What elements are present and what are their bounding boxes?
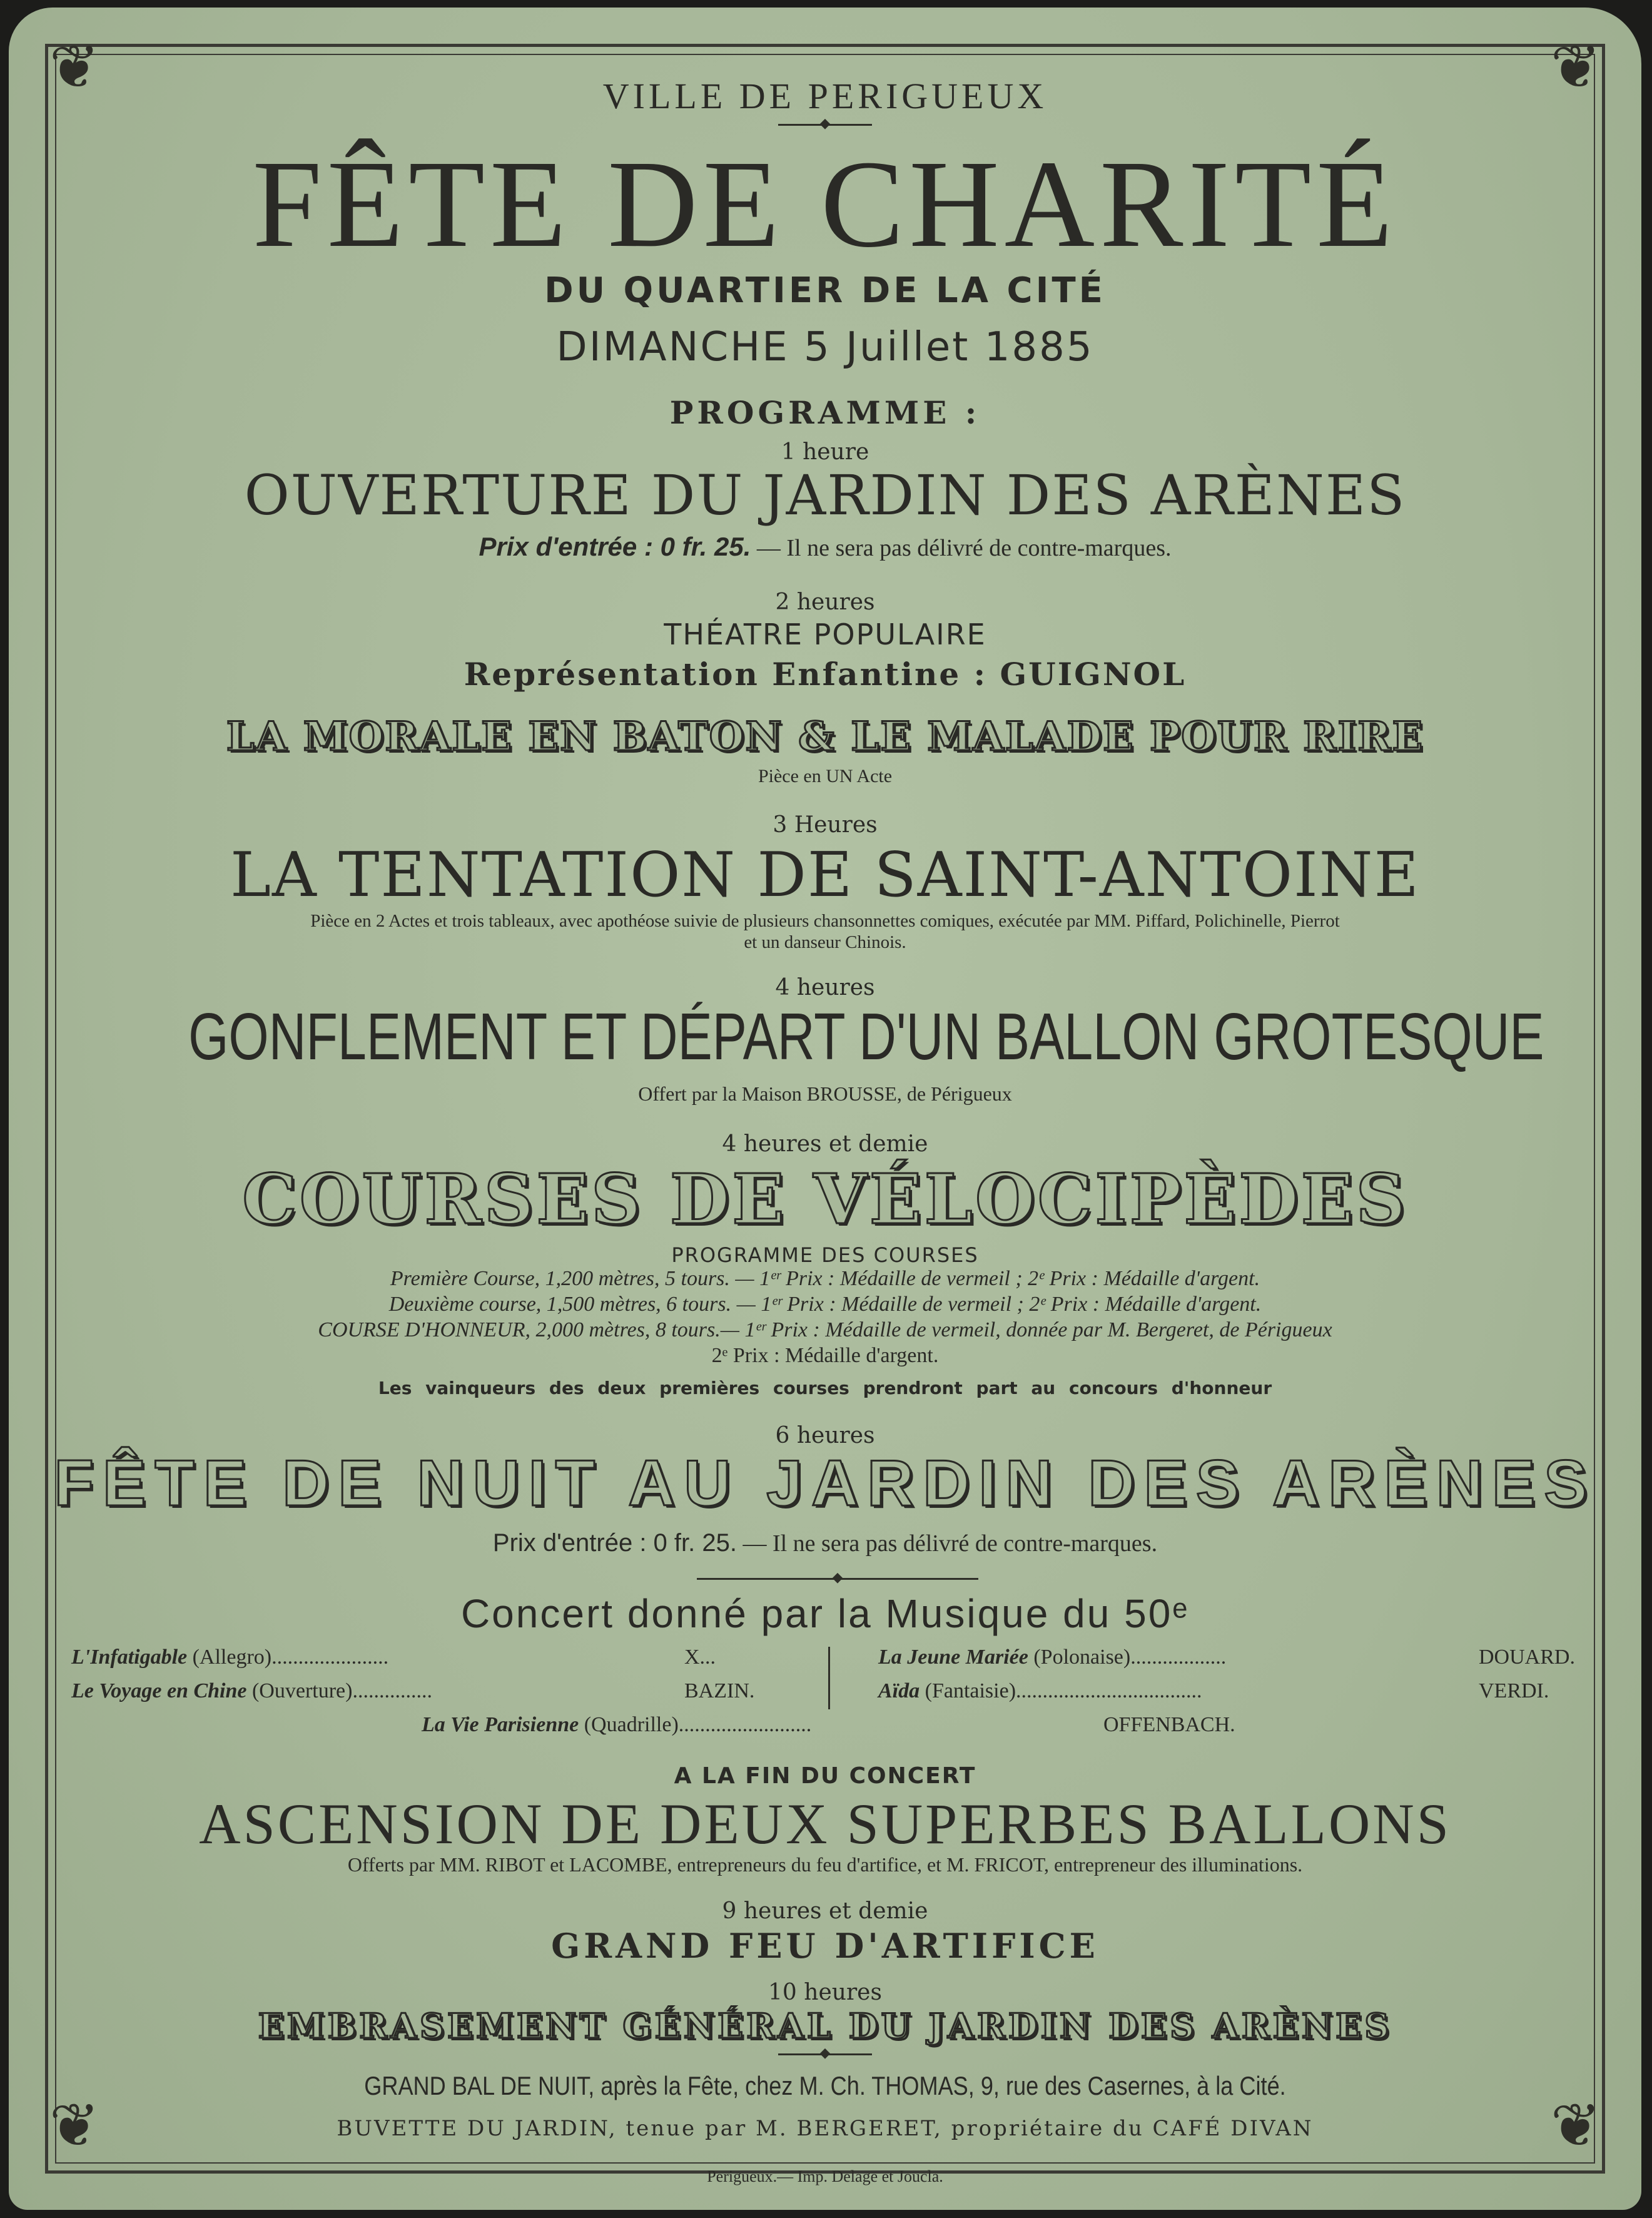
corner-ornament-icon: ❦ (1550, 2090, 1601, 2160)
event-title: ASCENSION DE DEUX SUPERBES BALLONS (199, 1792, 1451, 1856)
city-heading: VILLE DE PERIGUEUX (602, 76, 1048, 116)
corner-ornament-icon: ❦ (49, 32, 100, 102)
event-title: THÉATRE POPULAIRE (664, 618, 986, 651)
piece-composer: X... (684, 1646, 716, 1669)
divider (778, 124, 872, 126)
concert-item (71, 1646, 784, 1669)
event-title: GONFLEMENT ET DÉPART D'UN BALLON GROTESQUE (188, 1000, 1544, 1074)
piece-title: L'Infatigable (71, 1646, 188, 1669)
event-title: EMBRASEMENT GÉNÉRAL DU JARDIN DES ARÈNES (258, 2006, 1392, 2046)
event-time: 9 heures et demie (722, 1898, 928, 1924)
event-time: 1 heure (781, 439, 869, 465)
price-label: Prix d'entrée : 0 fr. 25. (479, 532, 751, 561)
corner-ornament-icon: ❦ (49, 2090, 100, 2160)
event-title: LA TENTATION DE SAINT-ANTOINE (230, 840, 1421, 911)
subtitle: DU QUARTIER DE LA CITÉ (544, 270, 1106, 311)
programme-heading: PROGRAMME : (669, 394, 981, 431)
concert-item (878, 1646, 1585, 1669)
event-time: 4 heures (775, 975, 875, 1000)
piece-kind: (Quadrille)......................... (584, 1713, 812, 1736)
play-title: LA MORALE EN BATON & LE MALADE POUR RIRE (226, 713, 1424, 760)
price-label: Prix d'entrée : 0 fr. 25. (492, 1529, 737, 1557)
column-rule (828, 1647, 830, 1709)
piece-kind: (Fantaisie)................................... (925, 1679, 1202, 1702)
event-note: Offerts par MM. RIBOT et LACOMBE, entrepreneurs du feu d'artifice, et M. FRICOT, entrepreneur des illuminations. (347, 1853, 1303, 1876)
race-line: Première Course, 1,200 mètres, 5 tours. — 1ᵉʳ Prix : Médaille de vermeil ; 2ᵉ Prix : Médaille d'argent. (390, 1267, 1260, 1290)
event-time: 6 heures (775, 1423, 875, 1448)
piece-kind: (Ouverture)............... (251, 1679, 432, 1702)
race-line: 2ᵉ Prix : Médaille d'argent. (711, 1344, 939, 1367)
price-note: — Il ne sera pas délivré de contre-marques. (742, 1530, 1158, 1557)
piece-composer: OFFENBACH. (1103, 1713, 1235, 1736)
piece-title: La Jeune Mariée (878, 1646, 1028, 1669)
piece-kind: (Polonaise).................. (1033, 1646, 1227, 1669)
event-time: 3 Heures (773, 812, 878, 838)
races-heading: PROGRAMME DES COURSES (671, 1243, 979, 1267)
price-line (9, 532, 1641, 562)
event-subtitle: Représentation Enfantine : GUIGNOL (464, 656, 1187, 693)
piece-title: Le Voyage en Chine (71, 1679, 247, 1702)
event-time: 4 heures et demie (722, 1131, 928, 1157)
event-description: et un danseur Chinois. (744, 932, 906, 952)
piece-kind: (Allegro)...................... (192, 1646, 389, 1669)
event-title: FÊTE DE NUIT AU JARDIN DES ARÈNES (54, 1447, 1596, 1520)
event-title: OUVERTURE DU JARDIN DES ARÈNES (244, 463, 1406, 527)
concert-end: A LA FIN DU CONCERT (674, 1763, 976, 1789)
imprint: Perigueux.— Imp. Delage et Joucla. (707, 2167, 943, 2185)
concert-item (422, 1713, 1297, 1737)
poster (9, 8, 1641, 2210)
corner-ornament-icon: ❦ (1550, 32, 1601, 102)
piece-composer: DOUARD. (1479, 1646, 1575, 1669)
event-time: 2 heures (775, 589, 875, 615)
date: DIMANCHE 5 Juillet 1885 (556, 324, 1094, 370)
event-title: GRAND FEU D'ARTIFICE (551, 1926, 1099, 1966)
races-note: Les vainqueurs des deux premières courses prendront part au concours d'honneur (378, 1378, 1272, 1398)
main-title: FÊTE DE CHARITÉ (252, 135, 1398, 273)
bal-line: GRAND BAL DE NUIT, après la Fête, chez M. Ch. THOMAS, 9, rue des Casernes, à la Cité. (364, 2071, 1286, 2100)
price-note: — Il ne sera pas délivré de contre-marques. (756, 535, 1172, 561)
divider (778, 2053, 872, 2055)
divider (697, 1578, 978, 1580)
piece-title: La Vie Parisienne (422, 1713, 579, 1736)
piece-composer: VERDI. (1479, 1679, 1549, 1702)
event-note: Offert par la Maison BROUSSE, de Périgueux (638, 1082, 1012, 1105)
buvette-line: BUVETTE DU JARDIN, tenue par M. BERGERET, propriétaire du CAFÉ DIVAN (337, 2116, 1314, 2141)
price-line (9, 1529, 1641, 1557)
play-note: Pièce en UN Acte (758, 766, 893, 786)
concert-title: Concert donné par la Musique du 50ᵉ (460, 1591, 1190, 1636)
race-line: Deuxième course, 1,500 mètres, 6 tours. — 1ᵉʳ Prix : Médaille de vermeil ; 2ᵉ Prix : Médaille d'argent. (388, 1293, 1262, 1316)
event-title: COURSES DE VÉLOCIPÈDES (242, 1159, 1408, 1239)
event-time: 10 heures (768, 1980, 882, 2005)
piece-composer: BAZIN. (684, 1679, 755, 1702)
event-description: Pièce en 2 Actes et trois tableaux, avec apothéose suivie de plusieurs chansonnettes comiques, exécutée par MM. Piffard, Polichinelle, Pierrot (310, 911, 1340, 931)
concert-item (878, 1679, 1585, 1703)
race-line: COURSE D'HONNEUR, 2,000 mètres, 8 tours.— 1ᵉʳ Prix : Médaille de vermeil, donnée par M. Bergeret, de Périgueux (318, 1318, 1332, 1341)
concert-item (71, 1679, 784, 1703)
piece-title: Aïda (878, 1679, 920, 1702)
